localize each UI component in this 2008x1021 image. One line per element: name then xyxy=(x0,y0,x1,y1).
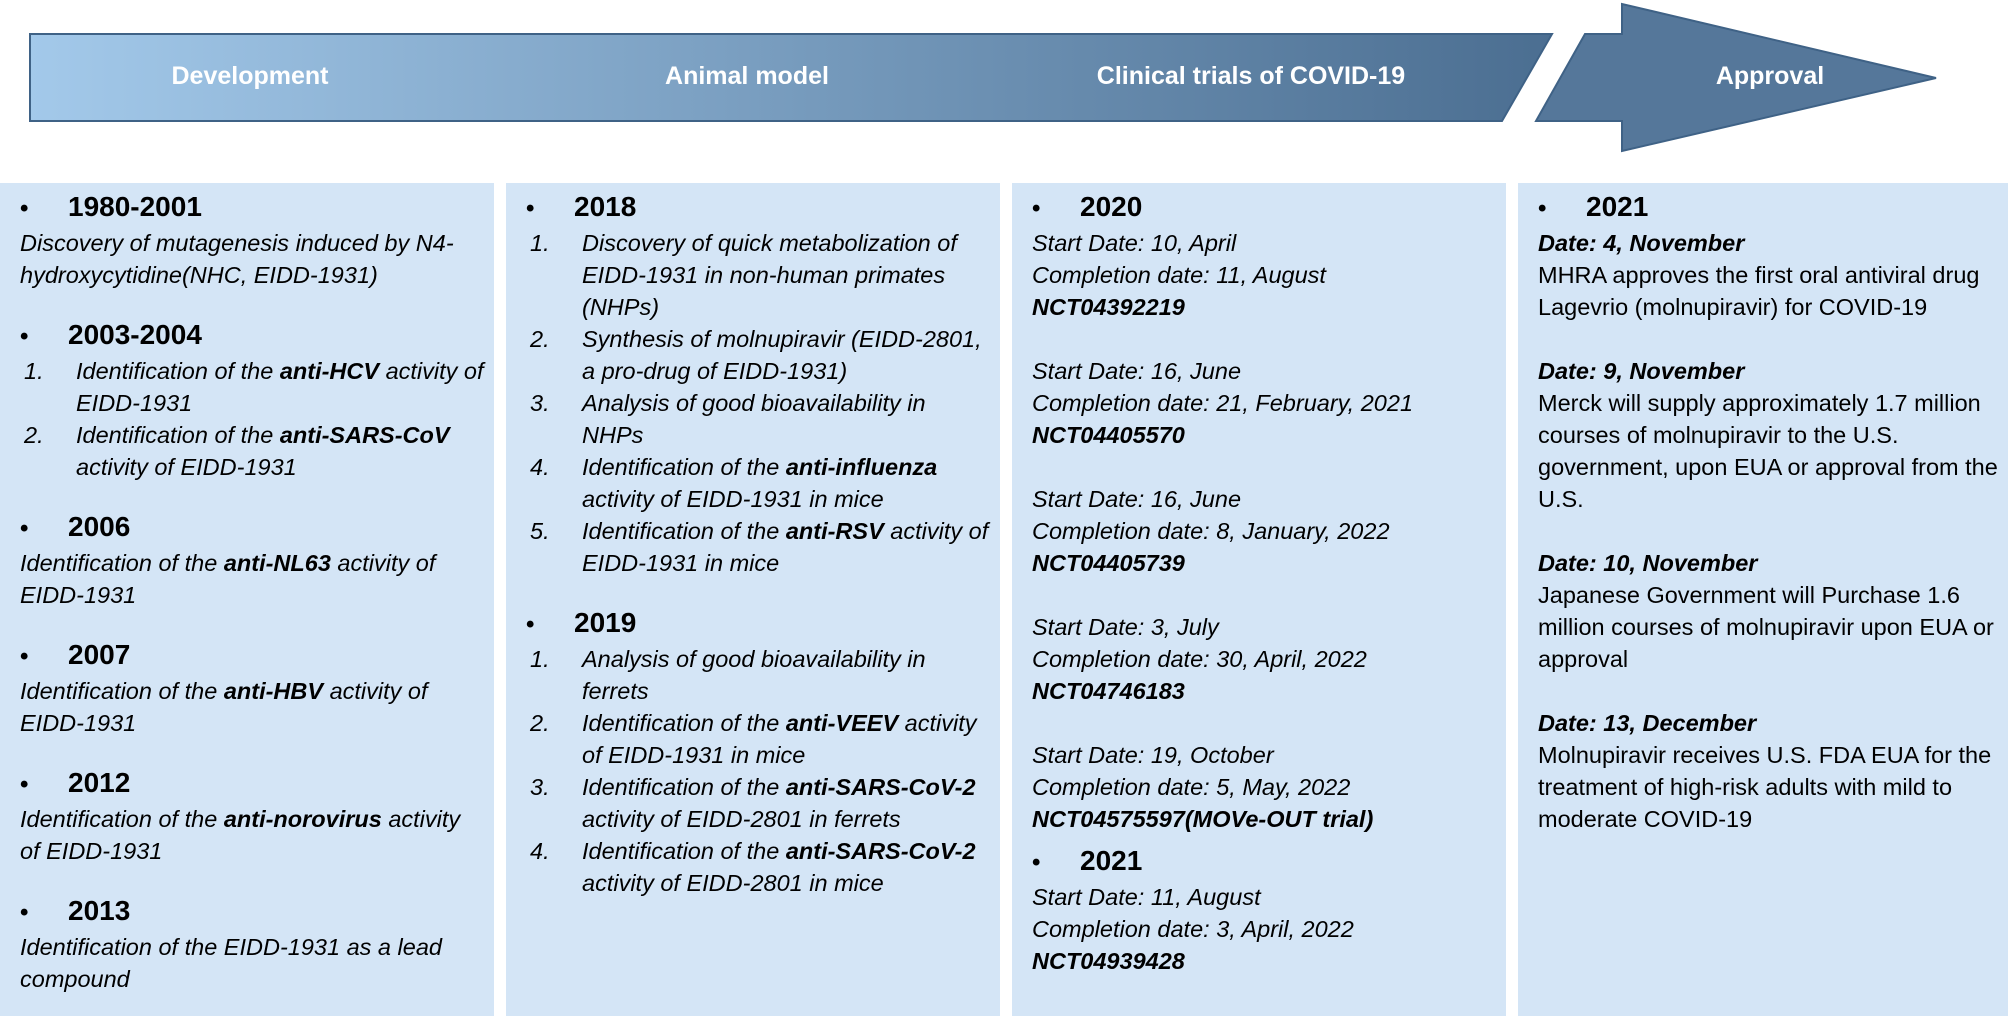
milestone-text: Identification of the anti-NL63 activity of EIDD-1931 xyxy=(20,550,436,608)
trial-entry xyxy=(1032,739,1498,835)
approval-panel xyxy=(1518,183,2008,1016)
year-heading: 2018 xyxy=(574,191,637,222)
approval-entry xyxy=(1538,547,2000,675)
year-heading: 2019 xyxy=(574,607,637,638)
bullet-icon: • xyxy=(20,899,29,926)
year-heading: 2006 xyxy=(68,511,131,542)
trial-entry xyxy=(1032,611,1498,707)
approval-date: Date: 13, December xyxy=(1538,710,1757,736)
trial-start-date: Start Date: 3, July xyxy=(1032,614,1219,640)
list-item: 1. Discovery of quick metabolization of EIDD-1931 in non-human primates (NHPs) xyxy=(530,230,957,320)
year-heading: 1980-2001 xyxy=(68,191,202,222)
trial-id: NCT04392219 xyxy=(1032,294,1185,320)
list-item: 3. Analysis of good bioavailability in NHPs xyxy=(530,390,926,448)
trial-completion-date: Completion date: 5, May, 2022 xyxy=(1032,774,1351,800)
list-item: 3. Identification of the anti-SARS-CoV-2 activity of EIDD-2801 in ferrets xyxy=(530,774,976,832)
stage-label-clinical-trials: Clinical trials of COVID-19 xyxy=(1096,62,1406,90)
trial-start-date: Start Date: 16, June xyxy=(1032,358,1242,384)
trial-completion-date: Completion date: 30, April, 2022 xyxy=(1032,646,1367,672)
bullet-icon: • xyxy=(526,195,535,222)
list-item: 1. Analysis of good bioavailability in ferrets xyxy=(530,646,926,704)
bullet-icon: • xyxy=(20,195,29,222)
year-heading: 2020 xyxy=(1080,191,1143,222)
stage-label-animal-model: Animal model xyxy=(665,62,829,90)
year-heading: 2012 xyxy=(68,767,131,798)
trial-id: NCT04746183 xyxy=(1032,678,1185,704)
approval-text: Japanese Government will Purchase 1.6 million courses of molnupiravir upon EUA or approval xyxy=(1538,582,1994,672)
year-heading: 2021 xyxy=(1586,191,1649,222)
trial-id: NCT04405570 xyxy=(1032,422,1185,448)
approval-entry xyxy=(1538,227,2000,323)
trial-id: NCT04939428 xyxy=(1032,948,1185,974)
bullet-icon: • xyxy=(20,323,29,350)
approval-text: MHRA approves the first oral antiviral drug Lagevrio (molnupiravir) for COVID-19 xyxy=(1538,262,1980,320)
trial-id: NCT04405739 xyxy=(1032,550,1185,576)
stage-label-development: Development xyxy=(171,62,329,90)
trial-entry xyxy=(1032,881,1498,977)
approval-text: Molnupiravir receives U.S. FDA EUA for the treatment of high-risk adults with mild to moderate COVID-19 xyxy=(1538,742,1992,832)
trial-start-date: Start Date: 19, October xyxy=(1032,742,1274,768)
bullet-icon: • xyxy=(20,771,29,798)
year-heading: 2003-2004 xyxy=(68,319,202,350)
trial-completion-date: Completion date: 21, February, 2021 xyxy=(1032,390,1414,416)
milestone-text: Discovery of mutagenesis induced by N4-hydroxycytidine(NHC, EIDD-1931) xyxy=(20,230,454,288)
approval-date: Date: 9, November xyxy=(1538,358,1745,384)
bullet-icon: • xyxy=(526,611,535,638)
approval-entry xyxy=(1538,355,2000,515)
list-item: 1. Identification of the anti-HCV activity of EIDD-1931 xyxy=(24,358,484,416)
bullet-icon: • xyxy=(1032,849,1041,876)
trial-entry xyxy=(1032,227,1498,323)
list-item: 2. Synthesis of molnupiravir (EIDD-2801, a pro-drug of EIDD-1931) xyxy=(530,326,982,384)
clinical-trials-panel xyxy=(1012,183,1506,1016)
milestone-text: Identification of the anti-HBV activity of EIDD-1931 xyxy=(20,678,428,736)
approval-date: Date: 4, November xyxy=(1538,230,1745,256)
trial-start-date: Start Date: 16, June xyxy=(1032,486,1242,512)
list-item: 4. Identification of the anti-influenza activity of EIDD-1931 in mice xyxy=(530,454,938,512)
trial-completion-date: Completion date: 3, April, 2022 xyxy=(1032,916,1354,942)
year-heading: 2021 xyxy=(1080,845,1143,876)
bullet-icon: • xyxy=(1538,195,1547,222)
list-item: 4. Identification of the anti-SARS-CoV-2 activity of EIDD-2801 in mice xyxy=(530,838,976,896)
development-panel xyxy=(0,183,494,1016)
year-heading: 2013 xyxy=(68,895,131,926)
milestone-text: Identification of the EIDD-1931 as a lead compound xyxy=(20,934,442,992)
year-heading: 2007 xyxy=(68,639,131,670)
approval-entry xyxy=(1538,707,2000,835)
approval-text: Merck will supply approximately 1.7 million courses of molnupiravir to the U.S. government, upon EUA or approval from the U.S. xyxy=(1538,390,1998,512)
trial-start-date: Start Date: 11, August xyxy=(1032,884,1261,910)
list-item: 5. Identification of the anti-RSV activity of EIDD-1931 in mice xyxy=(530,518,989,576)
trial-completion-date: Completion date: 11, August xyxy=(1032,262,1326,288)
trial-entry xyxy=(1032,355,1498,451)
list-item: 2. Identification of the anti-SARS-CoV activity of EIDD-1931 xyxy=(24,422,450,480)
trial-entry xyxy=(1032,483,1498,579)
trial-id: NCT04575597(MOVe-OUT trial) xyxy=(1032,806,1374,832)
list-item: 2. Identification of the anti-VEEV activity of EIDD-1931 in mice xyxy=(530,710,977,768)
stage-label-approval: Approval xyxy=(1715,62,1825,90)
animal-model-panel xyxy=(506,183,1000,1016)
bullet-icon: • xyxy=(20,643,29,670)
trial-start-date: Start Date: 10, April xyxy=(1032,230,1237,256)
approval-date: Date: 10, November xyxy=(1538,550,1758,576)
trial-completion-date: Completion date: 8, January, 2022 xyxy=(1032,518,1390,544)
milestone-text: Identification of the anti-norovirus activity of EIDD-1931 xyxy=(20,806,461,864)
bullet-icon: • xyxy=(20,515,29,542)
bullet-icon: • xyxy=(1032,195,1041,222)
